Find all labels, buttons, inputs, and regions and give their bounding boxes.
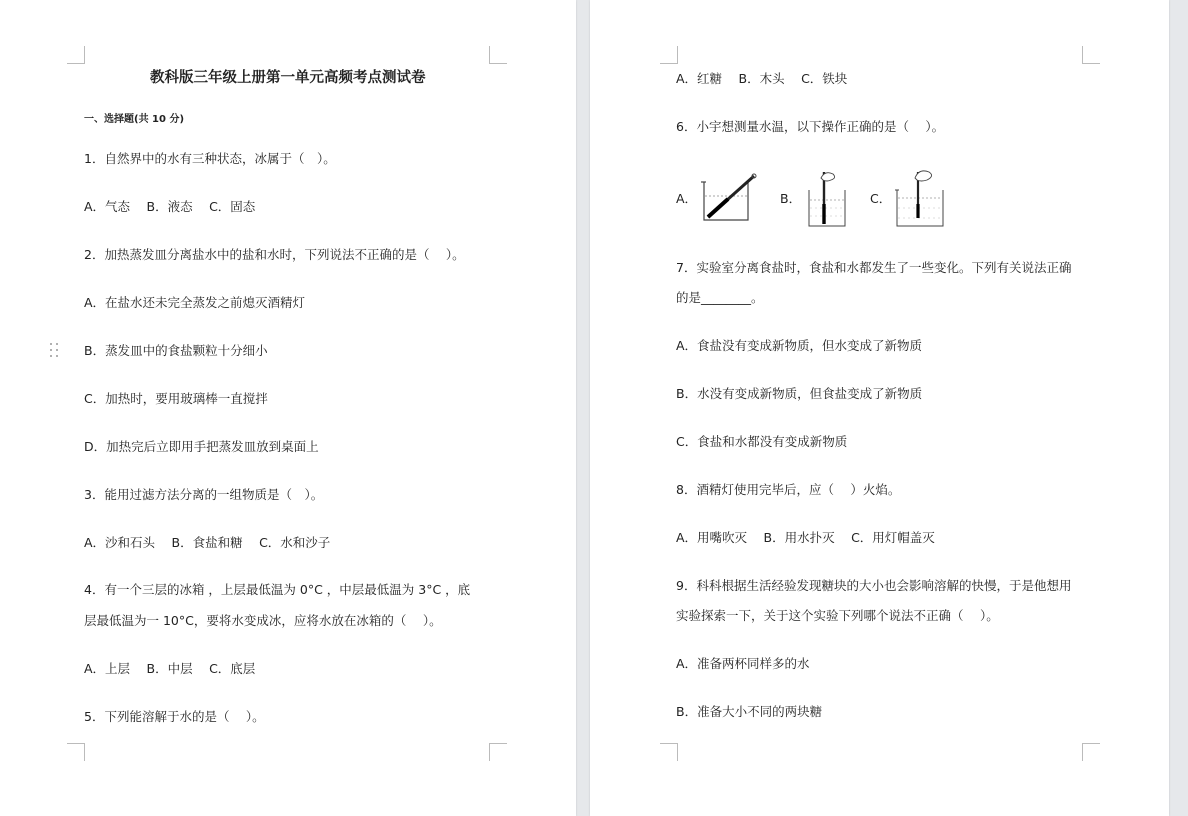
margin-corner-bottom-left (660, 743, 678, 761)
question-7-line-1: 7．实验室分离食盐时，食盐和水都发生了一些变化。下列有关说法正确 (676, 260, 1072, 275)
document-page-left (0, 0, 576, 816)
question-7-option-c: C．食盐和水都没有变成新物质 (676, 434, 848, 449)
question-1-options: A．气态 B．液态 C．固态 (84, 199, 256, 214)
document-page-right (590, 0, 1169, 816)
margin-corner-top-left (660, 46, 678, 64)
question-8: 8．酒精灯使用完毕后，应（ ）火焰。 (676, 482, 901, 497)
question-2-option-a: A．在盐水还未完全蒸发之前熄灭酒精灯 (84, 295, 306, 310)
question-7-option-b: B．水没有变成新物质，但食盐变成了新物质 (676, 386, 923, 401)
question-2-option-d: D．加热完后立即用手把蒸发皿放到桌面上 (84, 439, 319, 454)
question-5: 5．下列能溶解于水的是（ ）。 (84, 709, 265, 724)
margin-corner-top-left (67, 46, 85, 64)
margin-corner-top-right (1082, 46, 1100, 64)
document-title: 教科版三年级上册第一单元高频考点测试卷 (150, 69, 426, 86)
question-6-option-b-label: B． (780, 191, 802, 206)
margin-corner-bottom-right (489, 743, 507, 761)
question-9-option-a: A．准备两杯同样多的水 (676, 656, 810, 671)
question-2: 2．加热蒸发皿分离盐水中的盐和水时，下列说法不正确的是（ ）。 (84, 247, 465, 262)
question-3: 3．能用过滤方法分离的一组物质是（ ）。 (84, 487, 324, 502)
beaker-thermometer-tilted-icon (698, 172, 760, 224)
question-9-line-2: 实验探索一下，关于这个实验下列哪个说法不正确（ ）。 (676, 608, 999, 623)
drag-handle-icon[interactable] (50, 343, 60, 359)
question-4-options: A．上层 B．中层 C．底层 (84, 661, 256, 676)
question-4-line-1: 4．有一个三层的冰箱 ，上层最低温为 0°C ，中层最低温为 3°C ，底 (84, 582, 471, 597)
question-6-option-c-label: C． (870, 191, 892, 206)
margin-corner-top-right (489, 46, 507, 64)
margin-corner-bottom-left (67, 743, 85, 761)
question-2-option-c: C．加热时，要用玻璃棒一直搅拌 (84, 391, 268, 406)
question-9-line-1: 9．科科根据生活经验发现糖块的大小也会影响溶解的快慢，于是他想用 (676, 578, 1072, 593)
margin-corner-bottom-right (1082, 743, 1100, 761)
question-5-options: A．红糖 B．木头 C．铁块 (676, 71, 848, 86)
question-4-line-2: 层最低温为一 10°C，要将水变成冰，应将水放在冰箱的（ ）。 (84, 613, 442, 628)
section-heading: 一、选择题(共 10 分) (84, 114, 185, 125)
question-7-line-2: 的是________。 (676, 290, 764, 305)
question-6: 6．小宇想测量水温，以下操作正确的是（ ）。 (676, 119, 945, 134)
beaker-thermometer-bottom-icon (803, 166, 851, 228)
question-2-option-b: B．蒸发皿中的食盐颗粒十分细小 (84, 343, 268, 358)
question-6-option-a-label: A． (676, 191, 698, 206)
question-9-option-b: B．准备大小不同的两块糖 (676, 704, 823, 719)
question-7-option-a: A．食盐没有变成新物质，但水变成了新物质 (676, 338, 923, 353)
question-8-options: A．用嘴吹灭 B．用水扑灭 C．用灯帽盖灭 (676, 530, 935, 545)
question-1: 1．自然界中的水有三种状态，冰属于（ ）。 (84, 151, 336, 166)
beaker-thermometer-suspended-icon (893, 166, 947, 228)
question-3-options: A．沙和石头 B．食盐和糖 C．水和沙子 (84, 535, 331, 550)
